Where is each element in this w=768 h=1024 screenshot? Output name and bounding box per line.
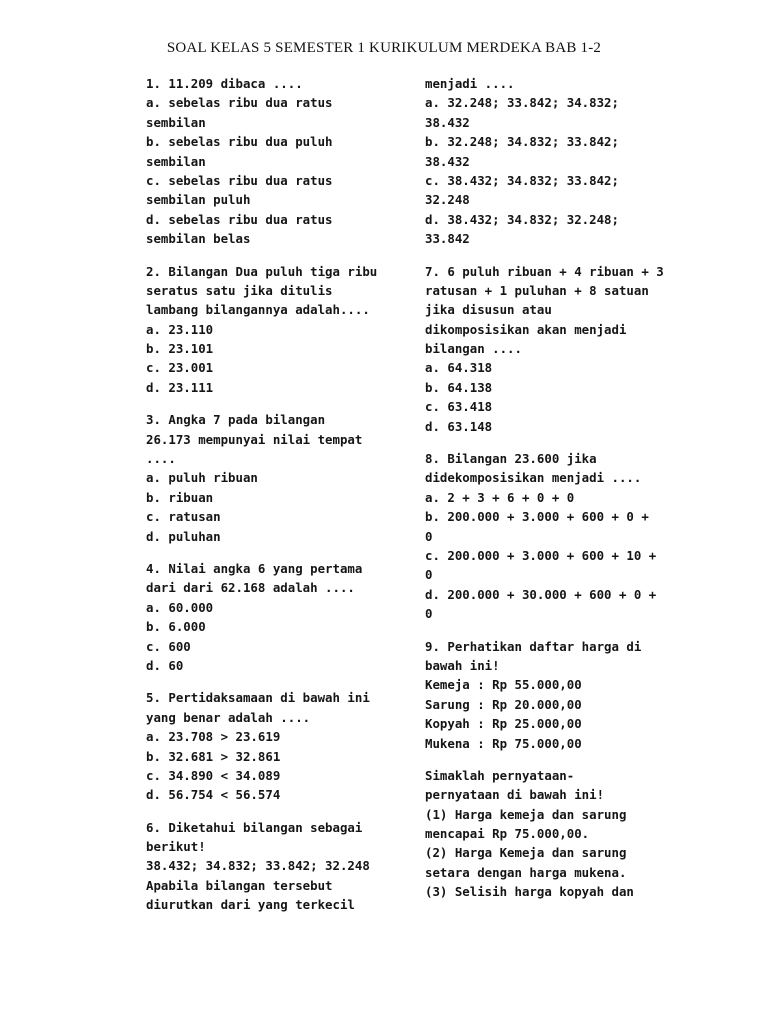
question-text-line: 38.432: [425, 153, 470, 169]
right-column: [425, 74, 675, 902]
question-q9: [425, 637, 675, 753]
question-gap: [425, 436, 675, 449]
question-text-line: c. ratusan: [146, 509, 221, 525]
question-text-line: seratus satu jika ditulis: [146, 282, 333, 298]
question-text-line: b. 6.000: [146, 619, 206, 635]
question-text-line: 9. Perhatikan daftar harga di: [425, 638, 642, 654]
question-text-line: Kopyah : Rp 25.000,00: [425, 716, 582, 732]
question-gap: [425, 249, 675, 262]
question-text-line: diurutkan dari yang terkecil: [146, 897, 355, 913]
question-text-line: 6. Diketahui bilangan sebagai: [146, 819, 363, 835]
question-text-line: didekomposisikan menjadi ....: [425, 470, 642, 486]
question-text-line: a. 2 + 3 + 6 + 0 + 0: [425, 489, 575, 505]
question-text-line: b. 64.138: [425, 379, 493, 395]
question-text-line: b. 200.000 + 3.000 + 600 + 0 +: [425, 509, 649, 525]
question-text-line: b. 23.101: [146, 341, 214, 357]
question-q9-statements: [425, 766, 675, 902]
question-text-line: (3) Selisih harga kopyah dan: [425, 884, 634, 900]
question-text-line: d. 38.432; 34.832; 32.248;: [425, 211, 619, 227]
question-text-line: 3. Angka 7 pada bilangan: [146, 412, 326, 428]
question-text-line: d. 60: [146, 657, 184, 673]
question-gap: [146, 397, 394, 410]
question-text-line: d. 200.000 + 30.000 + 600 + 0 +: [425, 586, 657, 602]
question-text-line: lambang bilangannya adalah....: [146, 302, 370, 318]
question-text-line: berikut!: [146, 839, 206, 855]
question-text-line: 33.842: [425, 231, 470, 247]
question-text-line: c. sebelas ribu dua ratus: [146, 172, 333, 188]
question-q2: [146, 262, 394, 398]
question-gap: [146, 805, 394, 818]
question-text-line: yang benar adalah ....: [146, 709, 311, 725]
question-gap: [146, 249, 394, 262]
question-text-line: b. sebelas ribu dua puluh: [146, 134, 333, 150]
question-text-line: d. 56.754 < 56.574: [146, 787, 281, 803]
question-q7: [425, 262, 675, 437]
question-text-line: c. 38.432; 34.832; 33.842;: [425, 172, 619, 188]
question-text-line: 5. Pertidaksamaan di bawah ini: [146, 690, 370, 706]
question-q6-cont: [425, 74, 675, 249]
question-text-line: menjadi ....: [425, 76, 515, 91]
question-text-line: sembilan: [146, 153, 206, 169]
question-text-line: a. 23.110: [146, 321, 214, 337]
question-text-line: ....: [146, 451, 176, 467]
question-text-line: pernyataan di bawah ini!: [425, 787, 605, 803]
question-text-line: mencapai Rp 75.000,00.: [425, 826, 590, 842]
question-text-line: Apabila bilangan tersebut: [146, 877, 333, 893]
left-column: [146, 74, 394, 915]
question-text-line: dikomposisikan akan menjadi: [425, 321, 627, 337]
question-gap: [425, 624, 675, 637]
question-text-line: 32.248: [425, 192, 470, 208]
question-text-line: setara dengan harga mukena.: [425, 864, 627, 880]
question-text-line: bawah ini!: [425, 657, 500, 673]
question-text-line: jika disusun atau: [425, 302, 552, 318]
question-gap: [146, 675, 394, 688]
question-text-line: ratusan + 1 puluhan + 8 satuan: [425, 282, 649, 298]
question-text-line: c. 600: [146, 638, 191, 654]
question-text-line: 8. Bilangan 23.600 jika: [425, 451, 597, 467]
question-text-line: Simaklah pernyataan-: [425, 767, 575, 783]
question-text-line: c. 63.418: [425, 399, 493, 415]
question-text-line: d. sebelas ribu dua ratus: [146, 211, 333, 227]
question-text-line: 38.432; 34.832; 33.842; 32.248: [146, 858, 370, 874]
question-text-line: 1. 11.209 dibaca ....: [146, 76, 303, 91]
question-text-line: 0: [425, 567, 433, 583]
question-q4: [146, 559, 394, 675]
question-text-line: d. 23.111: [146, 379, 214, 395]
question-gap: [146, 546, 394, 559]
question-text-line: bilangan ....: [425, 341, 522, 357]
question-text-line: a. puluh ribuan: [146, 470, 258, 486]
question-text-line: 0: [425, 606, 433, 622]
question-text-line: a. 60.000: [146, 599, 214, 615]
question-q8: [425, 449, 675, 624]
question-gap: [425, 753, 675, 766]
question-text-line: sembilan puluh: [146, 192, 251, 208]
question-text-line: (2) Harga Kemeja dan sarung: [425, 845, 627, 861]
question-text-line: c. 200.000 + 3.000 + 600 + 10 +: [425, 547, 657, 563]
question-text-line: a. 64.318: [425, 360, 493, 376]
question-text-line: b. 32.248; 34.832; 33.842;: [425, 134, 619, 150]
question-text-line: dari dari 62.168 adalah ....: [146, 580, 355, 596]
question-text-line: 0: [425, 528, 433, 544]
question-text-line: d. puluhan: [146, 528, 221, 544]
question-q5: [146, 688, 394, 804]
question-text-line: sembilan belas: [146, 231, 251, 247]
question-text-line: 7. 6 puluh ribuan + 4 ribuan + 3: [425, 263, 664, 279]
question-text-line: a. 32.248; 33.842; 34.832;: [425, 95, 619, 111]
question-text-line: (1) Harga kemeja dan sarung: [425, 806, 627, 822]
page-title: SOAL KELAS 5 SEMESTER 1 KURIKULUM MERDEKA BAB 1-2: [166, 40, 602, 56]
question-text-line: a. 23.708 > 23.619: [146, 729, 281, 745]
question-text-line: c. 34.890 < 34.089: [146, 767, 281, 783]
question-q3: [146, 410, 394, 546]
question-text-line: Kemeja : Rp 55.000,00: [425, 677, 582, 693]
question-text-line: 2. Bilangan Dua puluh tiga ribu: [146, 263, 378, 279]
question-text-line: 4. Nilai angka 6 yang pertama: [146, 560, 363, 576]
question-q6: [146, 818, 394, 915]
question-text-line: d. 63.148: [425, 418, 493, 434]
question-text-line: Mukena : Rp 75.000,00: [425, 735, 582, 751]
question-text-line: b. ribuan: [146, 489, 214, 505]
question-text-line: 38.432: [425, 114, 470, 130]
question-text-line: Sarung : Rp 20.000,00: [425, 696, 582, 712]
question-text-line: sembilan: [146, 114, 206, 130]
question-text-line: a. sebelas ribu dua ratus: [146, 95, 333, 111]
question-q1: [146, 74, 394, 249]
question-text-line: b. 32.681 > 32.861: [146, 748, 281, 764]
question-text-line: 26.173 mempunyai nilai tempat: [146, 431, 363, 447]
question-text-line: c. 23.001: [146, 360, 214, 376]
